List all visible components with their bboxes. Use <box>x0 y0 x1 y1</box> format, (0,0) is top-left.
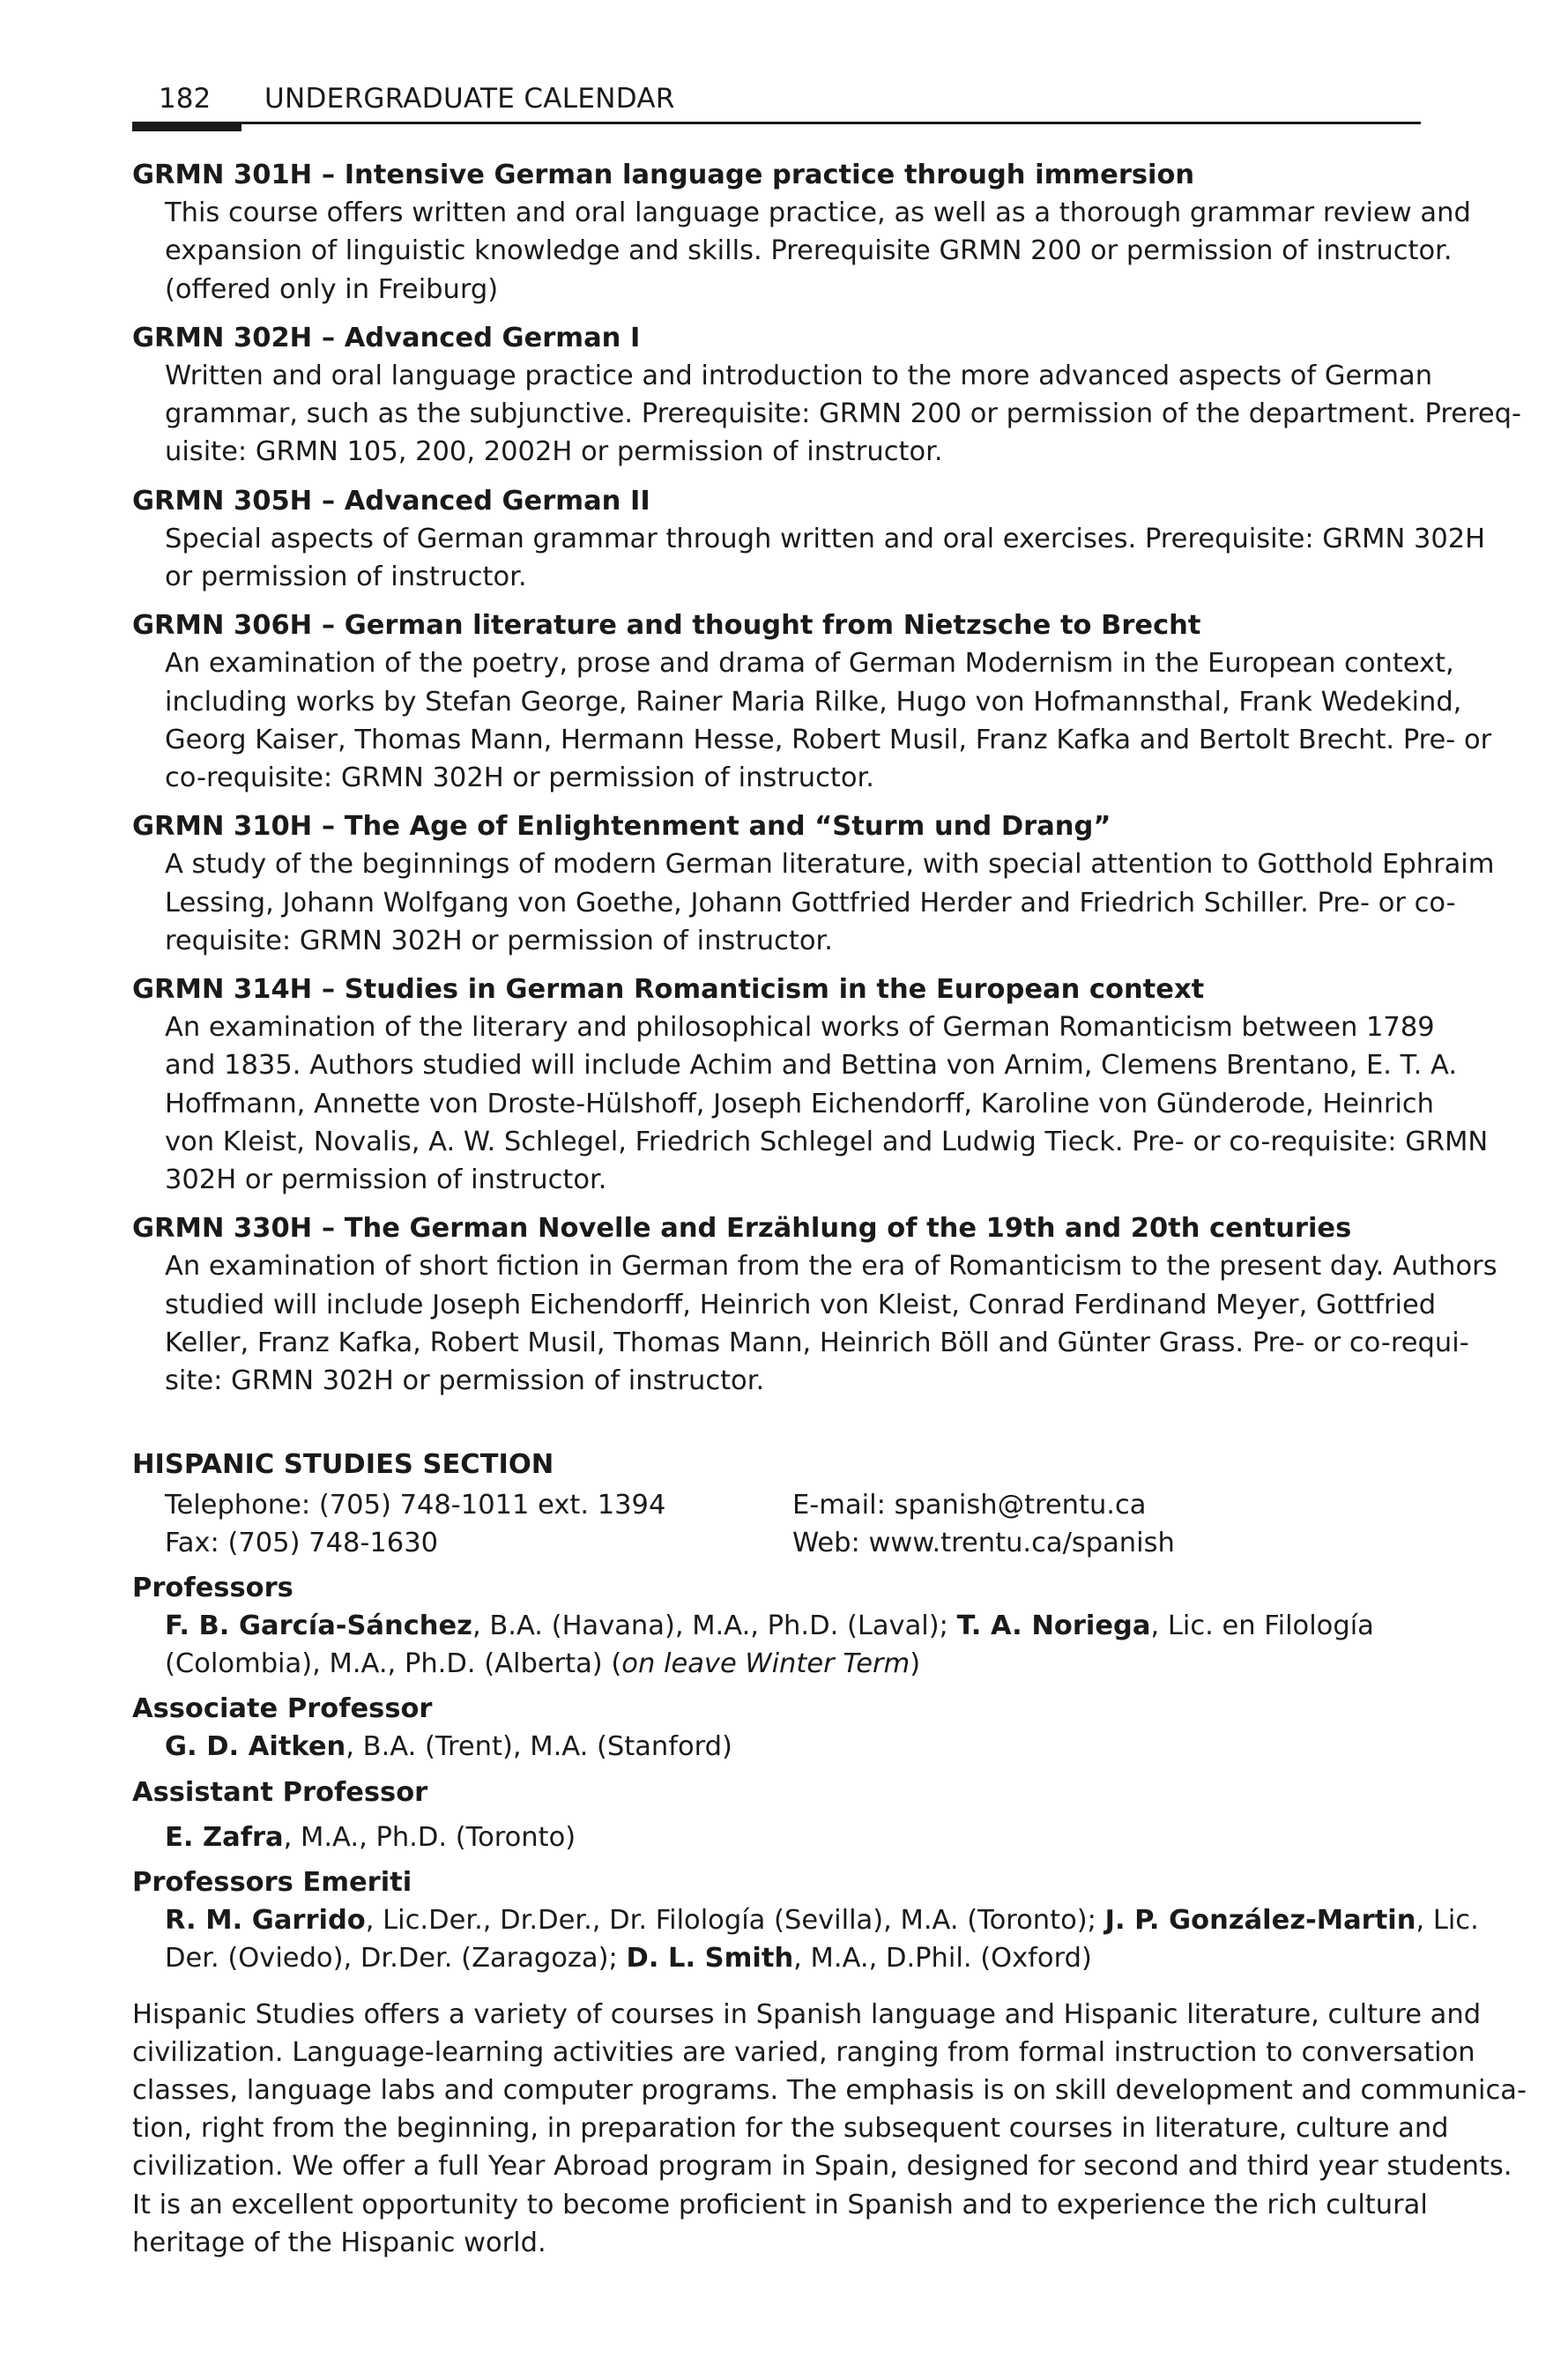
faculty-credentials: , Lic. <box>1416 1905 1479 1937</box>
description-line: 302H or permission of instructor. <box>165 1164 607 1196</box>
course-description <box>165 520 1486 596</box>
faculty-credentials: , M.A., Ph.D. (Toronto) <box>283 1821 576 1853</box>
running-title: UNDERGRADUATE CALENDAR <box>264 83 675 115</box>
description-line: An examination of the poetry, prose and drama of German Modernism in the European context, <box>165 648 1454 680</box>
web-address: Web: www.trentu.ca/spanish <box>792 1527 1175 1558</box>
emeriti-group <box>132 1863 1479 1978</box>
faculty-name: T. A. Noriega <box>956 1610 1151 1641</box>
email: E-mail: spanish@trentu.ca <box>792 1489 1147 1521</box>
header-rule <box>132 122 1421 124</box>
faculty-credentials: , Lic. en Filología <box>1150 1610 1374 1641</box>
description-line: requisite: GRMN 302H or permission of instructor. <box>165 925 833 956</box>
group-heading: Professors <box>132 1572 294 1603</box>
fax: Fax: (705) 748-1630 <box>165 1527 439 1558</box>
description-line: and 1835. Authors studied will include Achim and Bettina von Arnim, Clemens Brentano, E. T. A. <box>165 1050 1458 1082</box>
description-line: Georg Kaiser, Thomas Mann, Hermann Hesse, Robert Musil, Franz Kafka and Bertolt Brecht. Pre- or <box>165 724 1492 755</box>
faculty-line <box>165 1645 1421 1683</box>
description-line: It is an excellent opportunity to become proficient in Spanish and to experience the rich cultural <box>132 2189 1428 2220</box>
faculty-line <box>165 1901 1479 1939</box>
course-title: GRMN 314H – Studies in German Romanticism in the European context <box>132 974 1205 1006</box>
course-description <box>165 644 1492 797</box>
description-line: tion, right from the beginning, in preparation for the subsequent courses in literature, culture and <box>132 2113 1449 2145</box>
course-description <box>165 357 1522 472</box>
faculty-name: D. L. Smith <box>626 1943 794 1975</box>
page-number: 182 <box>159 83 212 115</box>
group-heading: Assistant Professor <box>132 1776 428 1808</box>
description-line: Hoffmann, Annette von Droste-Hülshoff, Joseph Eichendorff, Karoline von Günderode, Heinrich <box>165 1088 1434 1119</box>
description-line: studied will include Joseph Eichendorff, Heinrich von Kleist, Conrad Ferdinand Meyer, Gottfried <box>165 1289 1437 1320</box>
associate-professor-group <box>132 1690 1421 1766</box>
description-line: co-requisite: GRMN 302H or permission of instructor. <box>165 762 874 794</box>
faculty-credentials: (Colombia), M.A., Ph.D. (Alberta) ( <box>165 1647 622 1679</box>
description-line: An examination of the literary and philosophical works of German Romanticism between 1789 <box>165 1012 1435 1044</box>
description-line: or permission of instructor. <box>165 562 527 593</box>
description-line: uisite: GRMN 105, 200, 2002H or permission of instructor. <box>165 436 943 468</box>
contact-info <box>165 1486 1421 1562</box>
faculty-line <box>165 1607 1421 1645</box>
course-title: GRMN 302H – Advanced German I <box>132 322 641 353</box>
group-heading: Professors Emeriti <box>132 1866 412 1898</box>
hispanic-studies-section <box>132 1446 1527 2262</box>
course-title: GRMN 301H – Intensive German language practice through immersion <box>132 160 1195 190</box>
course-title: GRMN 305H – Advanced German II <box>132 485 650 517</box>
description-line: expansion of linguistic knowledge and skills. Prerequisite GRMN 200 or permission of instructor. <box>165 235 1453 267</box>
description-line: Lessing, Johann Wolfgang von Goethe, Johann Gottfried Herder and Friedrich Schiller. Pre- or co- <box>165 887 1456 919</box>
description-line: heritage of the Hispanic world. <box>132 2227 546 2258</box>
calendar-page <box>132 0 1527 2380</box>
description-line: civilization. Language-learning activities are varied, ranging from formal instruction to conversation <box>132 2036 1475 2068</box>
faculty-name: G. D. Aitken <box>165 1731 346 1763</box>
faculty-name: F. B. García-Sánchez <box>165 1610 472 1641</box>
description-line: Written and oral language practice and introduction to the more advanced aspects of German <box>165 361 1433 392</box>
course-description <box>165 194 1471 309</box>
description-line: grammar, such as the subjunctive. Prerequisite: GRMN 200 or permission of the department. Prereq- <box>165 398 1522 430</box>
faculty-credentials: , B.A. (Trent), M.A. (Stanford) <box>346 1731 732 1763</box>
course-description <box>165 845 1495 960</box>
description-line: Special aspects of German grammar through written and oral exercises. Prerequisite: GRMN 302H <box>165 523 1486 554</box>
faculty-credentials: , M.A., D.Phil. (Oxford) <box>793 1943 1092 1975</box>
course-description <box>165 1247 1497 1400</box>
faculty-credentials: Der. (Oviedo), Dr.Der. (Zaragoza); <box>165 1943 627 1975</box>
faculty-credentials: , Lic.Der., Dr.Der., Dr. Filología (Sevilla), M.A. (Toronto); <box>365 1905 1105 1937</box>
course-list <box>132 156 1522 1400</box>
course-title: GRMN 330H – The German Novelle and Erzählung of the 19th and 20th centuries <box>132 1213 1352 1245</box>
course-entry <box>132 606 1492 797</box>
description-line: von Kleist, Novalis, A. W. Schlegel, Friedrich Schlegel and Ludwig Tieck. Pre- or co-requisite: GRMN <box>165 1126 1489 1157</box>
course-entry <box>132 482 1486 597</box>
description-line: An examination of short fiction in German from the era of Romanticism to the present day. Authors <box>165 1251 1497 1283</box>
closing-paren: ) <box>910 1647 921 1679</box>
faculty-name: E. Zafra <box>165 1821 284 1853</box>
course-entry <box>132 319 1522 472</box>
description-line: A study of the beginnings of modern German literature, with special attention to Gotthold Ephraim <box>165 849 1495 881</box>
page-content <box>132 156 1527 2262</box>
course-entry <box>132 971 1489 1199</box>
faculty-name: R. M. Garrido <box>165 1905 366 1937</box>
course-entry <box>132 156 1471 309</box>
group-heading: Associate Professor <box>132 1693 433 1725</box>
course-entry <box>132 807 1495 960</box>
section-title: HISPANIC STUDIES SECTION <box>132 1449 554 1481</box>
description-line: (offered only in Freiburg) <box>165 273 499 305</box>
description-line: site: GRMN 302H or permission of instructor. <box>165 1365 765 1397</box>
faculty-name: J. P. González-Martin <box>1104 1905 1416 1937</box>
faculty-line <box>165 1939 1421 1977</box>
course-description <box>165 1008 1489 1199</box>
description-line: civilization. We offer a full Year Abroad program in Spain, designed for second and third year students. <box>132 2151 1512 2183</box>
description-line: Hispanic Studies offers a variety of courses in Spanish language and Hispanic literature, culture and <box>132 1998 1482 2030</box>
professors-group <box>132 1569 1421 1684</box>
header-tab-mark <box>132 122 241 131</box>
faculty-credentials: , B.A. (Havana), M.A., Ph.D. (Laval); <box>472 1610 957 1641</box>
assistant-professor-group <box>132 1774 1421 1856</box>
description-line: This course offers written and oral language practice, as well as a thorough grammar review and <box>165 197 1471 229</box>
page-header <box>132 81 1421 134</box>
course-entry <box>132 1209 1497 1400</box>
faculty-line <box>165 1728 1421 1766</box>
leave-note: on leave Winter Term <box>621 1647 910 1679</box>
description-line: classes, language labs and computer programs. The emphasis is on skill development and communica- <box>132 2074 1527 2106</box>
section-description <box>132 1996 1527 2262</box>
telephone: Telephone: (705) 748-1011 ext. 1394 <box>165 1489 666 1521</box>
description-line: Keller, Franz Kafka, Robert Musil, Thomas Mann, Heinrich Böll and Günter Grass. Pre- or co-requi- <box>165 1327 1469 1358</box>
course-title: GRMN 310H – The Age of Enlightenment and “Sturm und Drang” <box>132 811 1111 843</box>
description-line: including works by Stefan George, Rainer Maria Rilke, Hugo von Hofmannsthal, Frank Wedekind, <box>165 686 1462 718</box>
faculty-line <box>165 1818 1421 1856</box>
course-title: GRMN 306H – German literature and thought from Nietzsche to Brecht <box>132 610 1201 642</box>
